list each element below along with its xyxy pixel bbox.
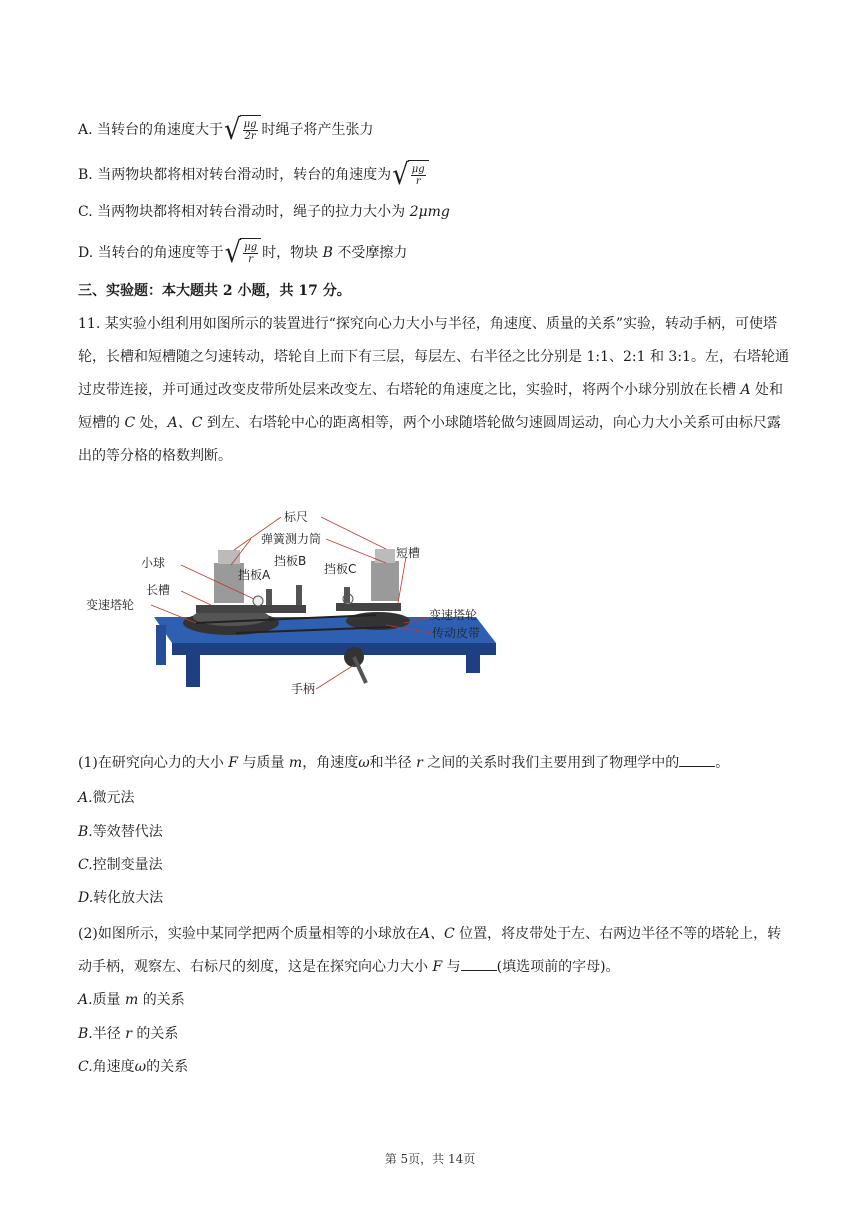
section-heading: 三、实验题：本大题共 2 小题，共 17 分。 <box>78 283 351 299</box>
sub1-option-c: C.控制变量法 <box>78 857 163 873</box>
label-biaochi: 标尺 <box>284 510 309 524</box>
table-front <box>172 643 496 655</box>
baffle-c <box>344 587 350 603</box>
label-xiaoqiu: 小球 <box>141 556 166 570</box>
page-footer: 第 5页，共 14页 <box>384 1152 476 1166</box>
answer-blank[interactable] <box>461 956 497 971</box>
short-groove <box>336 603 401 611</box>
sub2-option-b: B.半径 r 的关系 <box>78 1026 179 1042</box>
label-bianshu-left: 变速塔轮 <box>86 598 135 612</box>
label-dangban-b: 挡板B <box>274 554 307 568</box>
subquestion-2: (2)如图所示，实验中某同学把两个质量相等的小球放在A、C 位置，将皮带处于左、右两边半径不等的塔轮上，转动手柄，观察左、右标尺的刻度，这是在探究向心力大小 F 与 (填选项前的字母)。 <box>78 926 782 975</box>
label-bianshu-right: 变速塔轮 <box>429 608 478 622</box>
sub1-option-a: A.微元法 <box>78 790 135 806</box>
option-c: C. 当两物块都将相对转台滑动时，绳子的拉力大小为 2μmg <box>78 204 450 220</box>
table-leg <box>466 655 480 673</box>
label-dangban-a: 挡板A <box>238 568 271 582</box>
table-leg <box>186 655 200 687</box>
apparatus-figure <box>86 505 506 705</box>
label-shoubing: 手柄 <box>291 682 316 696</box>
right-spring-cylinder <box>371 561 399 601</box>
option-b: B. 当两物块都将相对转台滑动时，转台的角速度为 √ $\frac{\mu g}{r}$ <box>78 160 430 190</box>
sub2-option-a: A.质量 m 的关系 <box>78 992 185 1008</box>
sub1-option-d: D.转化放大法 <box>78 890 164 906</box>
label-duancao: 短槽 <box>396 546 421 560</box>
option-a: A. 当转台的角速度大于 √ $\frac{\mu g}{2r}$ 时绳子将产生张力 <box>78 113 374 147</box>
label-tanhuang: 弹簧测力筒 <box>261 532 322 546</box>
right-scale <box>375 549 395 563</box>
ball <box>253 596 263 606</box>
subquestion-1: (1)在研究向心力的大小 F 与质量 m，角速度ω和半径 r 之间的关系时我们主要用到了物理学中的 。 <box>78 752 729 773</box>
question-11-text: 11. 某实验小组利用如图所示的装置进行“探究向心力大小与半径，角速度、质量的关系”实验，转动手柄，可使塔轮，长槽和短槽随之匀速转动，塔轮自上而下有三层，每层左、右半径之比分别是 1:1、2:1 和 3:1。左，右塔轮通过皮带连接，并可通过改变皮带所处层来改变左、右塔轮的角速度之比，实验时，将两个小球分别放在长槽 A 处和短槽的 C 处，A、C 到左、右塔轮中心的距离相等，两个小球随塔轮做匀速圆周运动，向心力大小关系可由标尺露出的等分格的格数判断。 <box>78 316 789 464</box>
label-changcao: 长槽 <box>146 583 171 597</box>
label-dangban-c: 挡板C <box>324 562 357 576</box>
table-leg <box>156 625 166 665</box>
sub1-option-b: B.等效替代法 <box>78 824 163 840</box>
long-groove <box>196 605 306 613</box>
baffle-a <box>266 589 272 605</box>
sub2-option-c: C.角速度ω的关系 <box>78 1059 189 1075</box>
label-chuandong: 传动皮带 <box>432 626 481 640</box>
option-d: D. 当转台的角速度等于 √ $\frac{\mu g}{r}$ 时，物块 B 不受摩擦力 <box>78 236 408 270</box>
answer-blank[interactable] <box>679 752 715 767</box>
baffle-b <box>296 585 302 605</box>
